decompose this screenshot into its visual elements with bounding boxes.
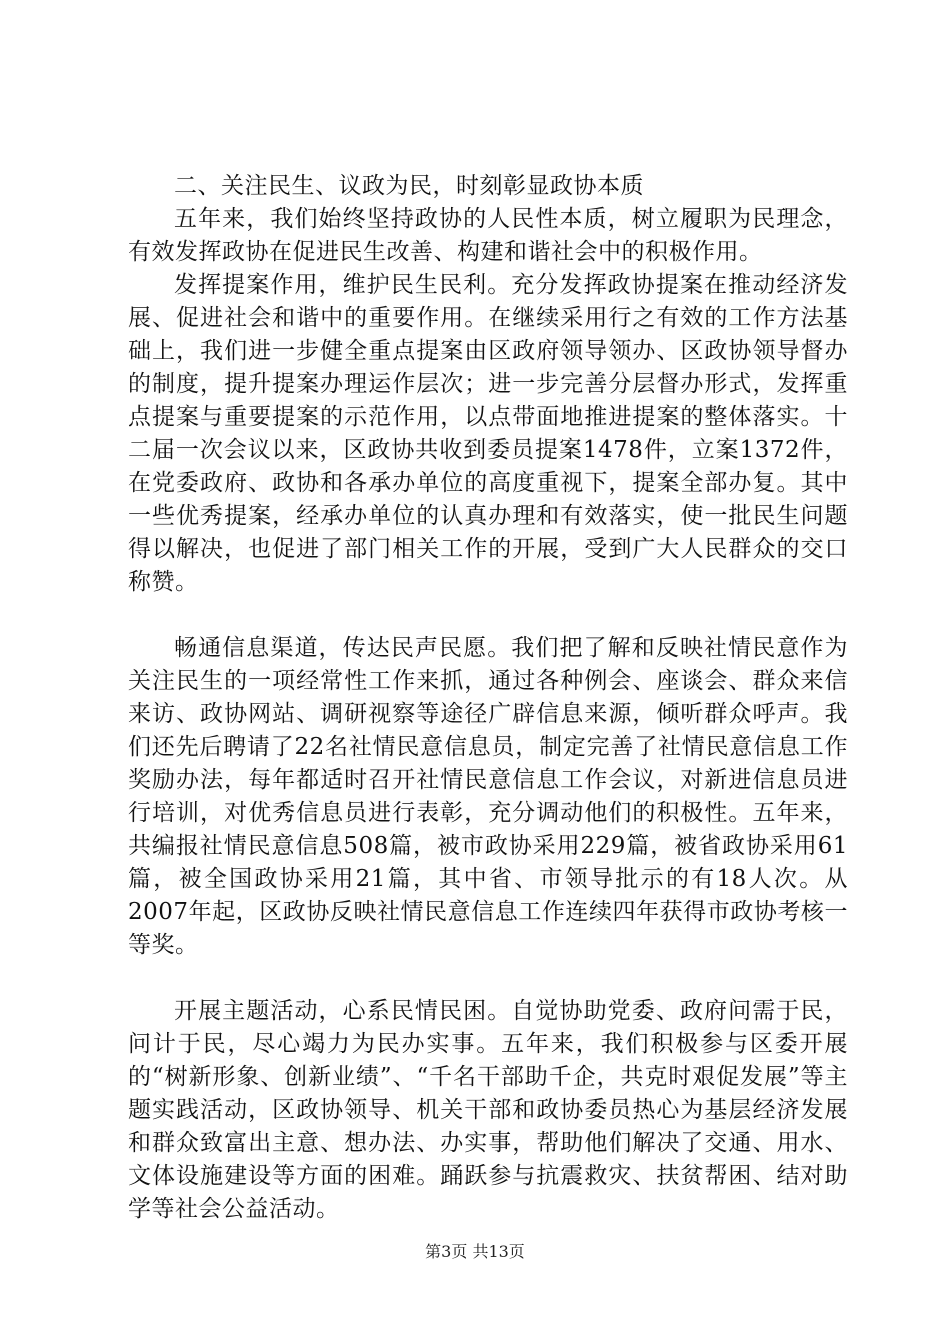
paragraph-activities: 开展主题活动，心系民情民困。自觉协助党委、政府问需于民，问计于民，尽心竭力为民办实事。五年来，我们积极参与区委开展的“树新形象、创新业绩”、“千名干部助千企，共克时艰促发展”等主题实践活动，区政协领导、机关干部和政协委员热心为基层经济发展和群众致富出主意、想办法、办实事，帮助他们解决了交通、用水、文体设施建设等方面的困难。踊跃参与抗震救灾、扶贫帮困、结对助学等社会公益活动。 bbox=[128, 998, 848, 1222]
document-body bbox=[128, 170, 848, 1226]
paragraph-information: 畅通信息渠道，传达民声民愿。我们把了解和反映社情民意作为关注民生的一项经常性工作来抓，通过各种例会、座谈会、群众来信来访、政协网站、调研视察等途径广辟信息来源，倾听群众呼声。我们还先后聘请了22名社情民意信息员，制定完善了社情民意信息工作奖励办法，每年都适时召开社情民意信息工作会议，对新进信息员进行培训，对优秀信息员进行表彰，充分调动他们的积极性。五年来，共编报社情民意信息508篇，被市政协采用229篇，被省政协采用61篇，被全国政协采用21篇，其中省、市领导批示的有18人次。从2007年起，区政协反映社情民意信息工作连续四年获得市政协考核一等奖。 bbox=[128, 635, 848, 958]
section-heading: 二、关注民生、议政为民，时刻彰显政协本质 bbox=[174, 173, 644, 199]
paragraph-gap bbox=[128, 962, 848, 995]
page-number-footer: 第3页 共13页 bbox=[425, 1242, 525, 1261]
paragraph-proposals: 发挥提案作用，维护民生民利。充分发挥政协提案在推动经济发展、促进社会和谐中的重要作用。在继续采用行之有效的工作方法基础上，我们进一步健全重点提案由区政府领导领办、区政协领导督办的制度，提升提案办理运作层次；进一步完善分层督办形式，发挥重点提案与重要提案的示范作用，以点带面地推进提案的整体落实。十二届一次会议以来，区政协共收到委员提案1478件，立案1372件，在党委政府、政协和各承办单位的高度重视下，提案全部办复。其中一些优秀提案，经承办单位的认真办理和有效落实，使一批民生问题得以解决，也促进了部门相关工作的开展，受到广大人民群众的交口称赞。 bbox=[128, 272, 848, 595]
paragraph-gap bbox=[128, 599, 848, 632]
paragraph-intro: 五年来，我们始终坚持政协的人民性本质，树立履职为民理念，有效发挥政协在促进民生改善、构建和谐社会中的积极作用。 bbox=[128, 206, 848, 265]
